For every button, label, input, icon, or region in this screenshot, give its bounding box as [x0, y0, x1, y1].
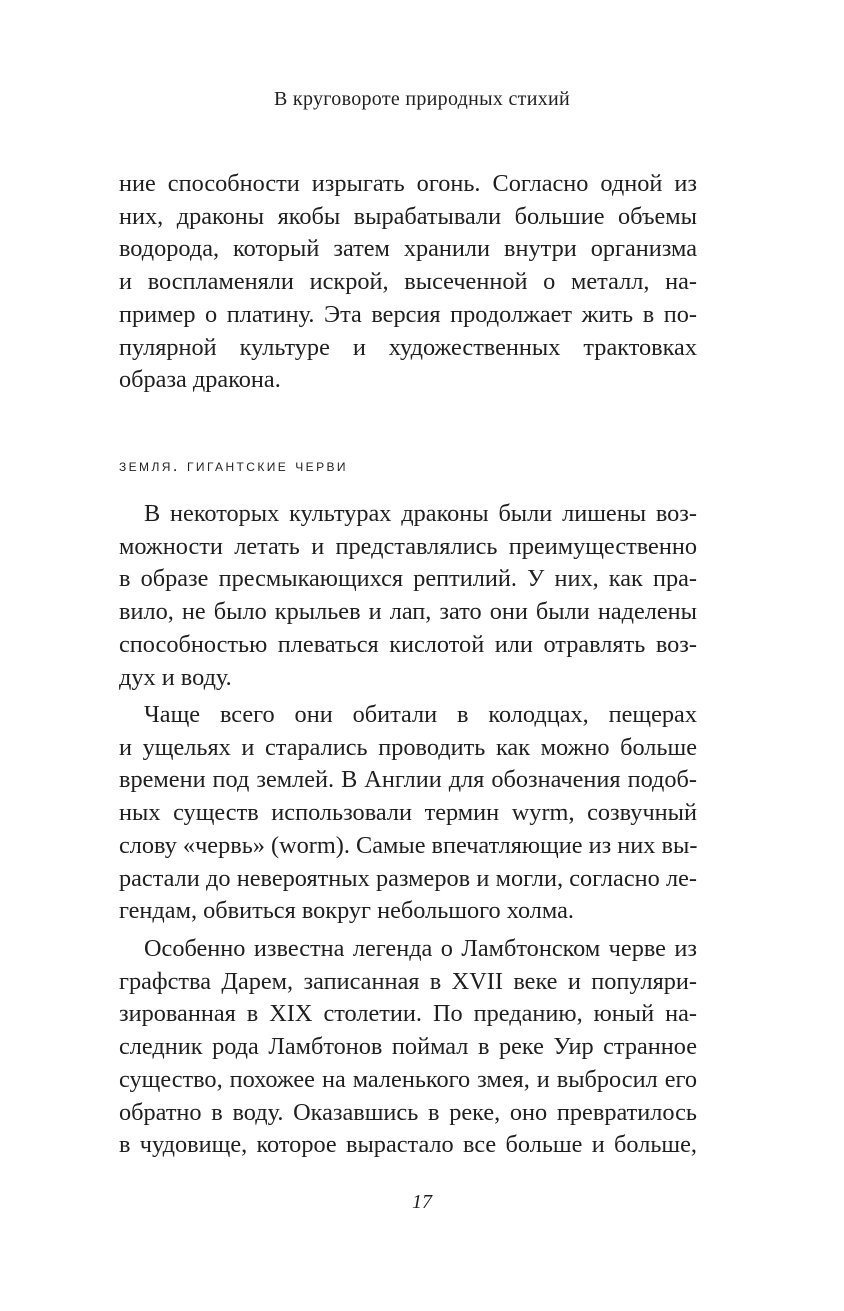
text-line: Особенно известна легенда о Ламбтонском черве из: [144, 935, 697, 962]
running-header: В круговороте природных стихий: [273, 88, 571, 110]
section-heading: земля. гигантские черви: [119, 456, 348, 475]
text-line: ных существ использовали термин wyrm, созвучный: [119, 799, 697, 827]
text-line: пример о платину. Эта версия продолжает жить в по-: [119, 300, 697, 328]
text-line: можности летать и представлялись преимущественно: [119, 532, 697, 560]
text-line: пулярной культуре и художественных трактовках: [119, 333, 697, 361]
text-line: времени под землей. В Англии для обозначения подоб-: [119, 766, 697, 794]
text-line: способностью плеваться кислотой или отравлять воз-: [119, 630, 697, 658]
text-line: образа дракона.: [119, 366, 281, 394]
text-line: них, драконы якобы вырабатывали большие объемы: [119, 202, 697, 230]
paragraph-2: [119, 699, 697, 928]
text-line: в образе пресмыкающихся рептилий. У них, как пра-: [119, 565, 697, 593]
text-line: В некоторых культурах драконы были лишены воз-: [144, 500, 697, 527]
text-line: дух и воду.: [119, 663, 232, 691]
text-line: водорода, который затем хранили внутри организма: [119, 235, 697, 263]
text-line: ние способности изрыгать огонь. Согласно одной из: [119, 170, 697, 197]
text-line: обратно в воду. Оказавшись в реке, оно превратилось: [119, 1098, 697, 1126]
text-line: следник рода Ламбтонов поймал в реке Уир странное: [119, 1033, 697, 1061]
text-line: вило, не было крыльев и лап, зато они были наделены: [119, 598, 697, 626]
paragraph-top: [119, 168, 697, 397]
text-line: графства Дарем, записанная в XVII веке и популяри-: [119, 967, 697, 995]
text-line: в чудовище, которое вырастало все больше и больше,: [119, 1131, 697, 1159]
text-line: и ущельях и старались проводить как можно больше: [119, 733, 697, 761]
text-line: гендам, обвиться вокруг небольшого холма.: [119, 897, 574, 925]
text-line: зированная в XIX столетии. По преданию, юный на-: [119, 1000, 697, 1028]
text-line: и воспламеняли искрой, высеченной о металл, на-: [119, 268, 697, 296]
text-line: слову «червь» (worm). Самые впечатляющие из них вы-: [119, 831, 698, 859]
text-line: Чаще всего они обитали в колодцах, пещерах: [144, 701, 697, 728]
paragraph-3: [119, 933, 697, 1162]
text-line: растали до невероятных размеров и могли, согласно ле-: [119, 864, 697, 892]
page-number: 17: [412, 1191, 432, 1213]
paragraph-1: [119, 498, 697, 694]
text-line: существо, похожее на маленького змея, и выбросил его: [119, 1065, 697, 1093]
